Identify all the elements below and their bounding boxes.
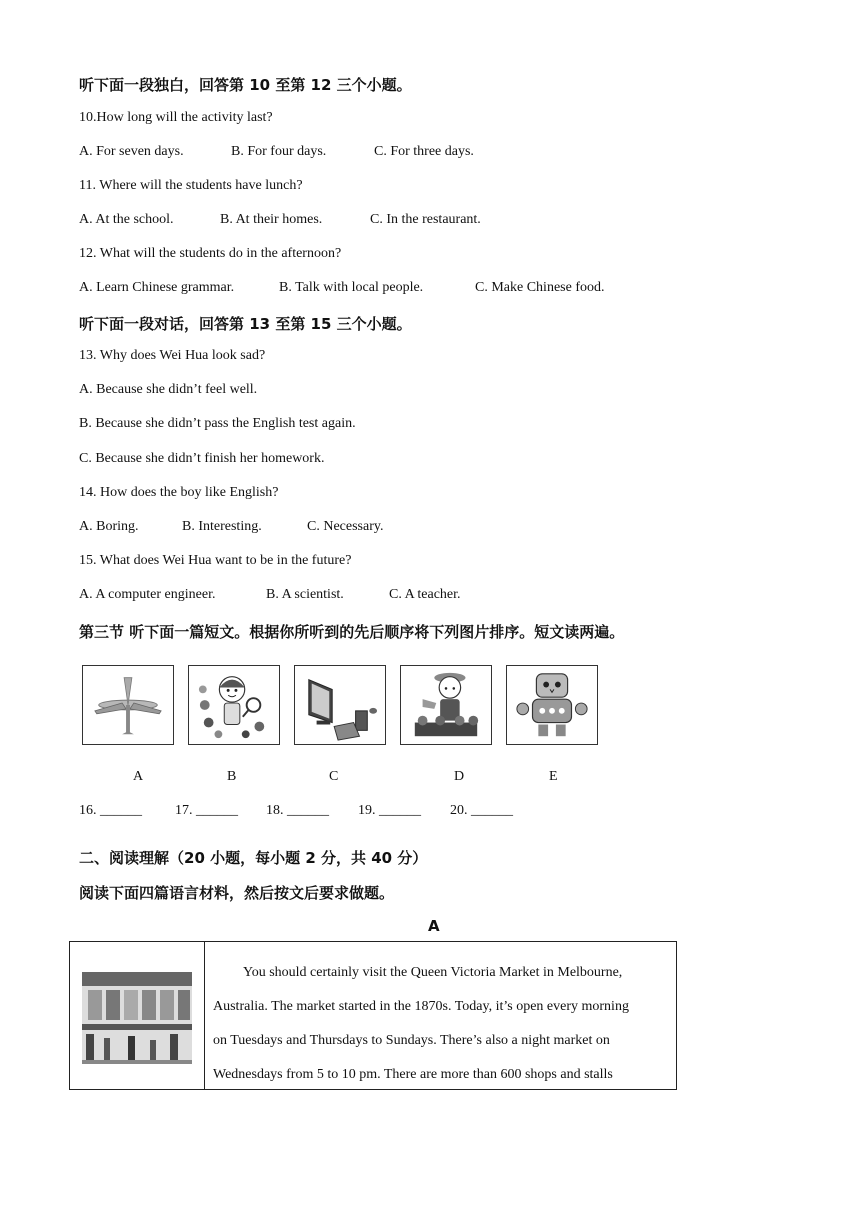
passage-line-2: Australia. The market started in the 1870s. Today, it’s open every morning	[213, 999, 629, 1014]
picture-label-b: B	[227, 769, 237, 784]
passage-line-4: Wednesdays from 5 to 10 pm. There are more than 600 shops and stalls	[213, 1067, 613, 1082]
q14-option-a: A. Boring.	[79, 519, 139, 534]
answer-blank-18[interactable]: 18. ______	[266, 803, 329, 818]
part2-heading: 二、阅读理解（20 小题，每小题 2 分，共 40 分）	[79, 849, 428, 867]
q12-option-c: C. Make Chinese food.	[475, 280, 605, 295]
picture-label-a: A	[133, 769, 144, 784]
question-14: 14. How does the boy like English?	[79, 485, 279, 500]
answer-blank-20[interactable]: 20. ______	[450, 803, 513, 818]
passage-line-3: on Tuesdays and Thursdays to Sundays. There’s also a night market on	[213, 1033, 610, 1048]
picture-label-c: C	[329, 769, 339, 784]
q11-option-a: A. At the school.	[79, 212, 174, 227]
q13-option-b: B. Because she didn’t pass the English test again.	[79, 416, 356, 431]
passage-a-text	[213, 956, 673, 1092]
q13-option-a: A. Because she didn’t feel well.	[79, 382, 258, 397]
question-12: 12. What will the students do in the afternoon?	[79, 246, 342, 261]
girl-with-magnifier-icon	[188, 665, 280, 745]
passage-a-table	[69, 941, 677, 1090]
q11-option-b: B. At their homes.	[220, 212, 323, 227]
answer-blank-17[interactable]: 17. ______	[175, 803, 238, 818]
computer-icon	[294, 665, 386, 745]
q15-option-c: C. A teacher.	[389, 587, 461, 602]
q14-option-b: B. Interesting.	[182, 519, 262, 534]
section3-heading: 第三节 听下面一篇短文。根据你所听到的先后顺序将下列图片排序。短文读两遍。	[79, 623, 625, 641]
robot-icon	[506, 665, 598, 745]
section1-heading: 听下面一段独白，回答第 10 至第 12 三个小题。	[79, 76, 412, 94]
question-10: 10.How long will the activity last?	[79, 110, 273, 125]
q15-option-a: A. A computer engineer.	[79, 587, 216, 602]
q10-option-a: A. For seven days.	[79, 144, 184, 159]
picture-label-d: D	[454, 769, 465, 784]
q11-option-c: C. In the restaurant.	[370, 212, 481, 227]
q10-option-b: B. For four days.	[231, 144, 327, 159]
q12-option-b: B. Talk with local people.	[279, 280, 424, 295]
q15-option-b: B. A scientist.	[266, 587, 344, 602]
q10-option-c: C. For three days.	[374, 144, 474, 159]
picture-label-e: E	[549, 769, 558, 784]
question-11: 11. Where will the students have lunch?	[79, 178, 303, 193]
question-15: 15. What does Wei Hua want to be in the future?	[79, 553, 352, 568]
q14-option-c: C. Necessary.	[307, 519, 384, 534]
answer-blank-16[interactable]: 16. ______	[79, 803, 142, 818]
q12-option-a: A. Learn Chinese grammar.	[79, 280, 235, 295]
market-photo	[70, 942, 205, 1089]
section2-heading: 听下面一段对话，回答第 13 至第 15 三个小题。	[79, 315, 412, 333]
q13-option-c: C. Because she didn’t finish her homework.	[79, 451, 325, 466]
answer-blank-19[interactable]: 19. ______	[358, 803, 421, 818]
question-13: 13. Why does Wei Hua look sad?	[79, 348, 266, 363]
part2-instruction: 阅读下面四篇语言材料，然后按文后要求做题。	[79, 884, 395, 902]
passage-label: A	[428, 917, 440, 935]
airplane-icon	[82, 665, 174, 745]
girl-gardening-icon	[400, 665, 492, 745]
passage-line-1: You should certainly visit the Queen Victoria Market in Melbourne,	[243, 965, 623, 980]
